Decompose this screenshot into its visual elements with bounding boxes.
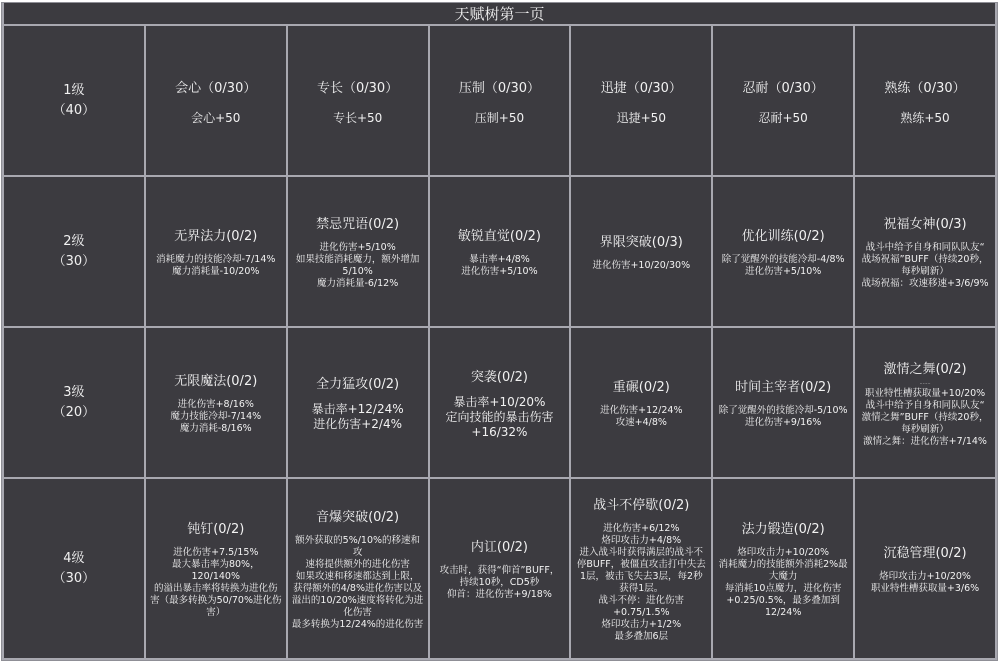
talent-description-line: 每消耗10点魔力，进化伤害: [724, 583, 842, 594]
talent-description-line: 进化伤害+10/20/30%: [592, 260, 691, 271]
talent-description-line: 攻击时，获得“仰首”BUFF，: [439, 565, 560, 576]
talent-description: [858, 242, 992, 290]
talent-description: [574, 112, 708, 124]
talent-name: 钝钉(0/2): [187, 522, 245, 537]
talent-name: 时间主宰者(0/2): [735, 380, 832, 395]
talent-description-line: 进入战斗时获得满层的战斗不: [579, 547, 704, 558]
talent-name: 内讧(0/2): [470, 540, 528, 555]
talent-cell[interactable]: [287, 176, 429, 327]
talent-name: 优化训练(0/2): [741, 229, 825, 244]
talent-name: 无界法力(0/2): [174, 229, 258, 244]
talent-cell[interactable]: [429, 327, 571, 478]
talent-description: [574, 260, 708, 272]
tier-label: [3, 327, 145, 478]
talent-name: 音爆突破(0/2): [316, 510, 400, 525]
talent-name: 激情之舞(0/2): [883, 361, 967, 377]
talent-name: 专长（0/30）: [317, 81, 399, 96]
talent-description-line: 最多叠加6层: [614, 631, 669, 642]
talent-tree-sheet: [1, 2, 998, 661]
talent-name: 法力锻造(0/2): [741, 522, 825, 537]
talent-cell[interactable]: [854, 327, 996, 478]
talent-description-line: 战斗中给予自身和同队队友“: [865, 399, 985, 411]
tier-points: （20）: [52, 404, 96, 420]
talent-description-line: 忍耐+50: [758, 111, 808, 125]
talent-description: [291, 535, 425, 631]
talent-description-line: 魔力消耗量-6/12%: [316, 278, 399, 289]
talent-description-line: 烙印攻击力+10/20%: [879, 571, 971, 582]
talent-cell[interactable]: [429, 478, 571, 659]
talent-description-line: 化伤害: [343, 607, 372, 618]
talent-description-line: 1层，被击飞失去3层，每2秒: [579, 571, 703, 582]
talent-description-line: 职业特性槽获取量+3/6%: [870, 583, 980, 594]
talent-description: [716, 547, 850, 619]
talent-description-line: 战斗中给予自身和同队队友“: [865, 242, 985, 253]
tier-row: [3, 25, 996, 176]
talent-name: 会心（0/30）: [175, 81, 257, 96]
talent-description: [574, 405, 708, 429]
talent-description: [858, 388, 992, 448]
talent-description-line: 迅捷+50: [616, 111, 666, 125]
talent-description-line: 大魔力: [768, 571, 798, 582]
talent-name: 忍耐（0/30）: [742, 81, 824, 96]
talent-description-line: 害）: [206, 607, 226, 618]
talent-description: [149, 399, 283, 435]
talent-cell[interactable]: [145, 176, 287, 327]
talent-description-line: 职业特性槽获取量+10/20%: [864, 387, 986, 399]
talent-description-line: 压制+50: [474, 111, 525, 125]
talent-description-line: 战场祝福”BUFF（持续20秒，: [861, 254, 989, 265]
talent-description: [433, 565, 567, 601]
talent-cell[interactable]: [145, 327, 287, 478]
talent-description: [149, 547, 283, 619]
talent-description: [716, 254, 850, 278]
talent-description: [716, 112, 850, 124]
talent-description-line: 害（最多转换为50/70%进化伤: [150, 595, 282, 606]
talent-description-line: 进化伤害+12/24%: [600, 405, 683, 416]
talent-description-line: 进化伤害+5/10%: [461, 266, 538, 277]
tier-label: [3, 176, 145, 327]
talent-description-line: 激情之舞：进化伤害+7/14%: [863, 435, 987, 447]
talent-description-line: 仰首：进化伤害+9/18%: [447, 589, 552, 600]
talent-cell[interactable]: [287, 478, 429, 659]
talent-description-line: 战场祝福：攻速移速+3/6/9%: [861, 278, 989, 289]
talent-description-line: 暴击率+4/8%: [469, 254, 530, 265]
talent-cell[interactable]: [570, 478, 712, 659]
talent-name: 敏锐直觉(0/2): [457, 229, 541, 244]
talent-name: 禁忌咒语(0/2): [316, 217, 400, 232]
talent-description-line: 消耗魔力的技能冷却-7/14%: [156, 254, 276, 265]
talent-cell[interactable]: [145, 478, 287, 659]
talent-name: 全力猛攻(0/2): [316, 377, 400, 392]
talent-description-line: 暴击率+12/24%: [311, 402, 404, 416]
tier-points: （30）: [52, 570, 96, 586]
talent-description: [858, 571, 992, 595]
talent-cell[interactable]: [712, 478, 854, 659]
talent-description-line: 暴击率+10/20%: [453, 394, 546, 409]
talent-description: [149, 112, 283, 124]
talent-description-line: 最多转换为12/24%的进化伤害: [291, 619, 424, 630]
talent-description-line: 进化伤害+9/16%: [744, 417, 822, 428]
talent-description-line: 12/24%: [764, 607, 802, 618]
talent-description-line: 烙印攻击力+1/2%: [601, 619, 682, 630]
talent-description-line: 获得1层。: [619, 583, 664, 594]
talent-cell[interactable]: [712, 25, 854, 176]
talent-tree-table: [2, 3, 997, 660]
tier-row: [3, 176, 996, 327]
talent-description-line: 的溢出暴击率将转换为进化伤: [154, 583, 278, 594]
page-title: 天赋树第一页: [3, 3, 996, 25]
tier-points: （30）: [52, 253, 96, 269]
talent-name: 重碾(0/2): [612, 380, 670, 395]
talent-cell[interactable]: [570, 327, 712, 478]
talent-name: 突袭(0/2): [470, 369, 528, 385]
talent-description-line: 进化伤害+2/4%: [313, 417, 402, 431]
talent-description-line: 魔力技能冷却-7/14%: [170, 411, 262, 422]
tier-level: 4级: [63, 550, 85, 566]
talent-cell[interactable]: [854, 478, 996, 659]
talent-description-line: 进化伤害+5/10%: [744, 266, 822, 277]
talent-cell[interactable]: [287, 327, 429, 478]
talent-description: [716, 405, 850, 429]
talent-name: 迅捷（0/30）: [600, 81, 682, 96]
talent-description-line: 进化伤害+7.5/15%: [173, 547, 259, 558]
talent-description: [433, 254, 567, 278]
talent-description-line: 获得额外的4/8%进化伤害以及: [293, 583, 423, 594]
talent-description-line: 5/10%: [342, 266, 373, 277]
talent-description-line: 魔力消耗量-10/20%: [172, 266, 260, 277]
talent-description: [858, 112, 992, 124]
talent-description-line: +0.75/1.5%: [613, 607, 670, 618]
talent-description-line: 溢出的10/20%速度将转化为进: [291, 595, 424, 606]
tier-points: （40）: [52, 102, 96, 118]
talent-description-line: 额外获取的5%/10%的移速和攻: [295, 535, 421, 558]
talent-description-line: 烙印攻击力+10/20%: [737, 547, 830, 558]
talent-description-line: 进化伤害+6/12%: [603, 523, 680, 534]
talent-description-line: 激情之舞”BUFF（持续20秒，: [861, 411, 989, 423]
talent-description-line: 除了觉醒外的技能冷却-5/10%: [718, 405, 848, 416]
talent-cell[interactable]: [287, 25, 429, 176]
talent-description-line: 魔力消耗-8/16%: [179, 423, 252, 434]
tier-level: 2级: [63, 233, 85, 249]
tier-level: 1级: [63, 82, 85, 98]
tier-label: [3, 25, 145, 176]
talent-cell[interactable]: [712, 327, 854, 478]
talent-description-line: 每秒刷新）: [901, 266, 949, 277]
talent-description-line: 最大暴击率为80%，120/140%: [171, 559, 260, 582]
talent-cell[interactable]: [854, 25, 996, 176]
talent-name: 界限突破(0/3): [599, 235, 683, 250]
talent-description-line: 烙印攻击力+4/8%: [601, 535, 682, 546]
talent-description: [291, 112, 425, 124]
talent-description-line: 每秒刷新）: [901, 423, 949, 435]
talent-cell[interactable]: [429, 176, 571, 327]
talent-description-line: 会心+50: [191, 111, 241, 125]
talent-description-line: 熟练+50: [900, 111, 950, 125]
tier-row: [3, 478, 996, 659]
talent-name: 无限魔法(0/2): [174, 374, 258, 389]
talent-cell[interactable]: [570, 176, 712, 327]
tier-level: 3级: [63, 384, 85, 400]
talent-description-line: 如果技能消耗魔力，额外增加: [295, 254, 420, 265]
talent-name: 沉稳管理(0/2): [883, 546, 967, 561]
talent-description: [433, 395, 567, 440]
talent-name: 压制（0/30）: [458, 81, 541, 96]
talent-description: [574, 523, 708, 643]
talent-cell[interactable]: [854, 176, 996, 327]
talent-name: 祝福女神(0/3): [883, 217, 967, 232]
talent-description-line: 如果攻速和移速都达到上限，: [295, 571, 420, 582]
talent-description-line: 攻速+4/8%: [615, 417, 667, 428]
talent-cell[interactable]: [712, 176, 854, 327]
talent-description-line: 消耗魔力的技能额外消耗2%最: [718, 559, 848, 570]
talent-description-line: 专长+50: [332, 111, 383, 125]
talent-description-line: 除了觉醒外的技能冷却-4/8%: [721, 254, 845, 265]
talent-name: 熟练（0/30）: [884, 81, 966, 96]
talent-description-line: 战斗不停：进化伤害: [598, 595, 685, 606]
talent-cell[interactable]: [429, 25, 571, 176]
talent-description-line: 持续10秒，CD5秒: [459, 577, 540, 588]
talent-description-line: 速将提供额外的进化伤害: [305, 559, 410, 570]
talent-cell[interactable]: [145, 25, 287, 176]
talent-description-line: 进化伤害+8/16%: [177, 399, 254, 410]
talent-description-line: +0.25/0.5%，最多叠加到: [726, 595, 840, 606]
talent-note: ·······: [919, 380, 931, 387]
talent-cell[interactable]: [570, 25, 712, 176]
talent-description: [433, 112, 567, 124]
talent-description: [291, 242, 425, 290]
talent-description: [149, 254, 283, 278]
talent-description-line: 停BUFF，被僵直攻击打中失去: [576, 559, 706, 570]
talent-name: 战斗不停歇(0/2): [593, 498, 690, 513]
talent-description-line: +16/32%: [471, 424, 528, 439]
talent-description-line: 进化伤害+5/10%: [319, 242, 396, 253]
tier-label: [3, 478, 145, 659]
talent-description: [291, 402, 425, 432]
talent-description-line: 定向技能的暴击伤害: [445, 409, 554, 424]
tier-row: [3, 327, 996, 478]
